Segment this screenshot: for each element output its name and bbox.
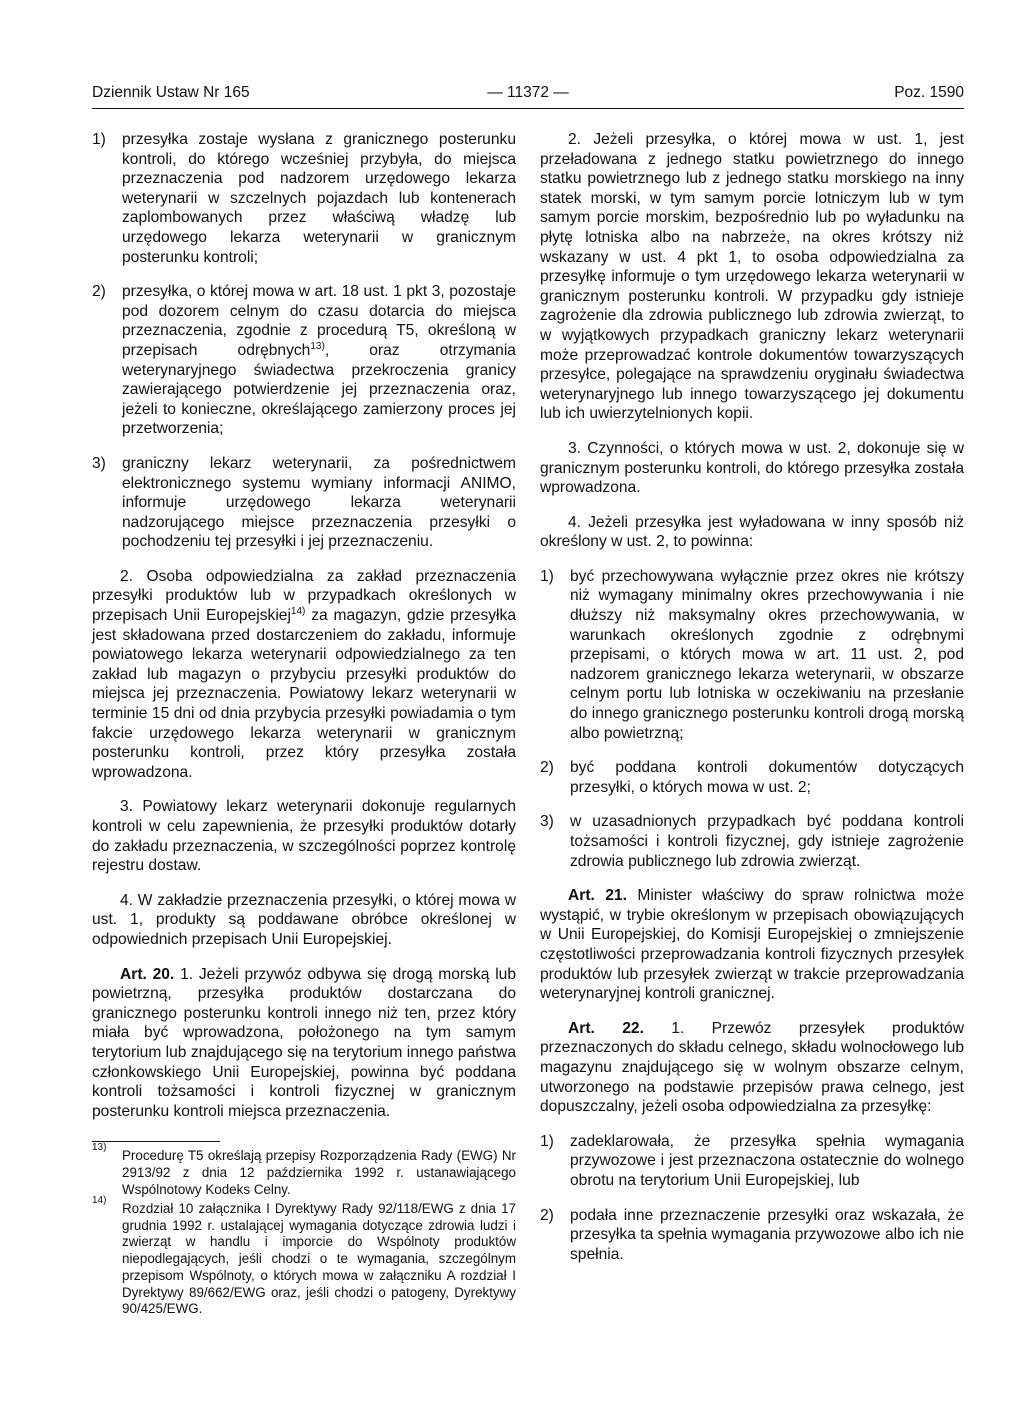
paragraph-3: 3. Powiatowy lekarz weterynarii dokonuje regularnych kontroli w celu zapewnienia, że przesyłki produktów dotarły do zakładu przeznaczenia, w szczególności poprzez kontrolę rejestru dostaw. <box>92 798 516 875</box>
paragraph-4: 4. W zakładzie przeznaczenia przesyłki, o której mowa w ust. 1, produkty są poddawane obróbce określonej w odpowiednich przepisach Unii Europejskiej. <box>92 891 516 948</box>
item-number: 2) <box>92 283 106 301</box>
paragraph-2 <box>92 567 516 783</box>
article-text: 1. Przewóz przesyłek produktów przeznaczonych do składu celnego, składu wolnocłowego lub magazynu znajdującego się w wolnym obszarze celnym, utworzonego na podstawie przepisów prawa celnego, jest dopuszczalny, jeżeli osoba odpowiedzialna za przesyłkę: <box>540 1019 964 1116</box>
page-number: — 11372 — <box>487 84 569 101</box>
item-number: 3) <box>92 454 106 472</box>
item-text: zadeklarowała, że przesyłka spełnia wymagania przywozowe i jest przeznaczona ostatecznie do wolnego obrotu na terytorium Unii Europejskiej, lub <box>570 1132 964 1189</box>
item-text-a: przesyłka, o której mowa w art. 18 ust. 1 pkt 3, pozostaje pod dozorem celnym do czasu dotarcia do miejsca przeznaczenia, zgodnie z procedurą T5, określoną w przepisach odrębnych <box>122 283 516 359</box>
left-column <box>92 130 516 1320</box>
article-text: 1. Jeżeli przywóz odbywa się drogą morską lub powietrzną, przesyłka produktów dostarczana do granicznego posterunku kontroli innego niż ten, przez który miała być wprowadzona, położonego na tym samym terytorium lub znajdującego się na terytorium innego państwa członkowskiego Unii Europejskiej, powinna być poddana kontroli tożsamości i kontroli fizycznej w granicznym posterunku kontroli miejsca przeznaczenia. <box>92 965 517 1120</box>
paragraph-4: 4. Jeżeli przesyłka jest wyładowana w inny sposób niż określony w ust. 2, to powinna: <box>540 513 964 551</box>
item-text: podała inne przeznaczenie przesyłki oraz wskazała, że przesyłka ta spełnia wymagania przywozowe albo ich nie spełnia. <box>570 1206 964 1263</box>
journal-title: Dziennik Ustaw Nr 165 <box>92 84 250 101</box>
item-text <box>122 282 516 439</box>
list-item <box>540 758 964 797</box>
footnote-ref-14: 14) <box>290 605 306 617</box>
right-column <box>540 130 964 1279</box>
list-item <box>540 812 964 871</box>
article-22 <box>540 1019 964 1117</box>
item-number: 1) <box>540 1132 554 1150</box>
item-number: 2) <box>540 1206 554 1224</box>
article-label: Art. 20. <box>120 965 175 983</box>
header-rule <box>92 108 964 109</box>
item-text: przesyłka zostaje wysłana z granicznego posterunku kontroli, do którego wcześniej przybyła, do miejsca przeznaczenia pod nadzorem urzędowego lekarza weterynarii w szczelnych pojazdach lub kontenerach zaplombowanych przez właściwą władzę lub urzędowego lekarza weterynarii w granicznym posterunku kontroli; <box>122 131 516 266</box>
footnote-text: Procedurę T5 określają przepisy Rozporządzenia Rady (EWG) Nr 2913/92 z dnia 12 października 1992 r. ustanawiającego Wspólnotowy Kodeks Celny. <box>122 1148 516 1197</box>
list-item <box>540 1132 964 1191</box>
footnote-13: 13) Procedurę T5 określają przepisy Rozporządzenia Rady (EWG) Nr 2913/92 z dnia 12 października 1992 r. ustanawiającego Wspólnotowy Kodeks Celny. <box>92 1142 516 1197</box>
list-item <box>92 130 516 267</box>
item-text: graniczny lekarz weterynarii, za pośrednictwem elektronicznego systemu wymiany informacji ANIMO, informuje urzędowego lekarza weterynarii nadzorującego miejsce przeznaczenia przesyłki o pochodzeniu tej przesyłki i jej przeznaczeniu. <box>122 454 516 551</box>
paragraph-2: 2. Jeżeli przesyłka, o której mowa w ust. 1, jest przeładowana z jednego statku powietrznego do innego statku powietrznego lub z jednego statku morskiego na inny statek morski, w tym samym porcie lotniczym lub w tym samym porcie morskim, bezpośrednio lub po wyładunku na płytę lotniska albo na nabrzeże, na okres krótszy niż wskazany w ust. 4 pkt 1, to osoba odpowiedzialna za przesyłkę informuje o tym urzędowego lekarza weterynarii w granicznym posterunku kontroli. W przypadku gdy istnieje zagrożenie dla zdrowia publicznego lub zdrowia zwierząt, to w wyjątkowych przypadkach graniczny lekarz weterynarii może przeprowadzać kontrole dokumentów towarzyszących przesyłce, polegające na sprawdzeniu oryginału świadectwa weterynaryjnego lub innego towarzyszącego jej dokumentu lub ich uwierzytelnionych kopii. <box>540 131 964 423</box>
item-text: być poddana kontroli dokumentów dotyczących przesyłki, o których mowa w ust. 2; <box>570 759 964 796</box>
item-text-b: , oraz otrzymania weterynaryjnego świadectwa przekroczenia granicy zawierającego potwierdzenie jej przeznaczenia oraz, jeżeli to konieczne, określającego zamierzony proces jej przetworzenia; <box>122 341 516 438</box>
article-20 <box>92 965 516 1122</box>
list-item <box>92 282 516 439</box>
item-text: być przechowywana wyłącznie przez okres nie krótszy niż wymagany minimalny okres przechowywania i nie dłuższy niż maksymalny okres przechowywania, w warunkach określonych zgodnie z odrębnymi przepisami, o których mowa w art. 11 ust. 2, pod nadzorem granicznego lekarza weterynarii, w obszarze celnym portu lub lotniska w oczekiwaniu na przesłanie do innego granicznego posterunku kontroli drogą morską albo powietrzną; <box>570 567 964 742</box>
page-header <box>92 84 964 108</box>
footnote-text: Rozdział 10 załącznika I Dyrektywy Rady 92/118/EWG z dnia 17 grudnia 1992 r. ustalającej wymagania dotyczące zdrowia ludzi i zwierząt w handlu i imporcie do Wspólnoty produktów niepodlegających, jeśli chodzi o te wymagania, szczególnym przepisom Wspólnoty, o których mowa w załączniku A rozdział I Dyrektywy 89/662/EWG oraz, jeśli chodzi o patogeny, Dyrektywy 90/425/EWG. <box>122 1200 516 1317</box>
item-number: 3) <box>540 813 554 831</box>
item-number: 2) <box>540 759 554 777</box>
article-text: Minister właściwy do spraw rolnictwa może wystąpić, w trybie określonym w przepisach obowiązujących w Unii Europejskiej, do Komisji Europejskiej o zmniejszenie częstotliwości przeprowadzania kontroli fizycznych przesyłek produktów lub przesyłek zwierząt w trakcie przeprowadzania weterynaryjnej kontroli granicznej. <box>540 887 964 1003</box>
position-number: Poz. 1590 <box>894 84 964 101</box>
list-item <box>540 567 964 743</box>
list-item <box>92 454 516 552</box>
paragraph-text-a: 2. Osoba odpowiedzialna za zakład przeznaczenia przesyłki produktów lub w przypadkach określonych w przepisach Unii Europejskiej <box>92 567 516 625</box>
paragraph-3: 3. Czynności, o których mowa w ust. 2, dokonuje się w granicznym posterunku kontroli, do którego przesyłka została wprowadzona. <box>540 439 964 497</box>
paragraph-text-b: za magazyn, gdzie przesyłka jest składowana przed dostarczeniem do zakładu, informuje powiatowego lekarza weterynarii odpowiedzialnego za ten zakład lub magazyn o przybyciu przesyłki produktów do miejsca jej przeznaczenia. Powiatowy lekarz weterynarii w terminie 15 dni od dnia przybycia przesyłki powiadamia o tym fakcie urzędowego lekarza weterynarii w granicznym posterunku kontroli, przez który przesyłka została wprowadzona. <box>92 607 516 781</box>
item-text: w uzasadnionych przypadkach być poddana kontroli tożsamości i kontroli fizycznej, gdy istnieje zagrożenie zdrowia publicznego lub zdrowia zwierząt. <box>570 813 964 870</box>
item-number: 1) <box>92 131 106 148</box>
footnote-14: 14) Rozdział 10 załącznika I Dyrektywy Rady 92/118/EWG z dnia 17 grudnia 1992 r. ustalającej wymagania dotyczące zdrowia ludzi i zwierząt w handlu i imporcie do Wspólnoty produktów niepodlegających, jeśli chodzi o te wymagania, szczególnym przepisom Wspólnoty, o których mowa w załączniku A rozdział I Dyrektywy 89/662/EWG oraz, jeśli chodzi o patogeny, Dyrektywy 90/425/EWG. <box>92 1194 516 1317</box>
footnote-ref-13: 13) <box>310 340 325 352</box>
item-number: 1) <box>540 567 554 585</box>
article-21 <box>540 886 964 1004</box>
article-label: Art. 22. <box>568 1019 644 1037</box>
footnote-rule <box>92 1141 220 1142</box>
article-label: Art. 21. <box>568 887 627 905</box>
list-item <box>540 1206 964 1265</box>
